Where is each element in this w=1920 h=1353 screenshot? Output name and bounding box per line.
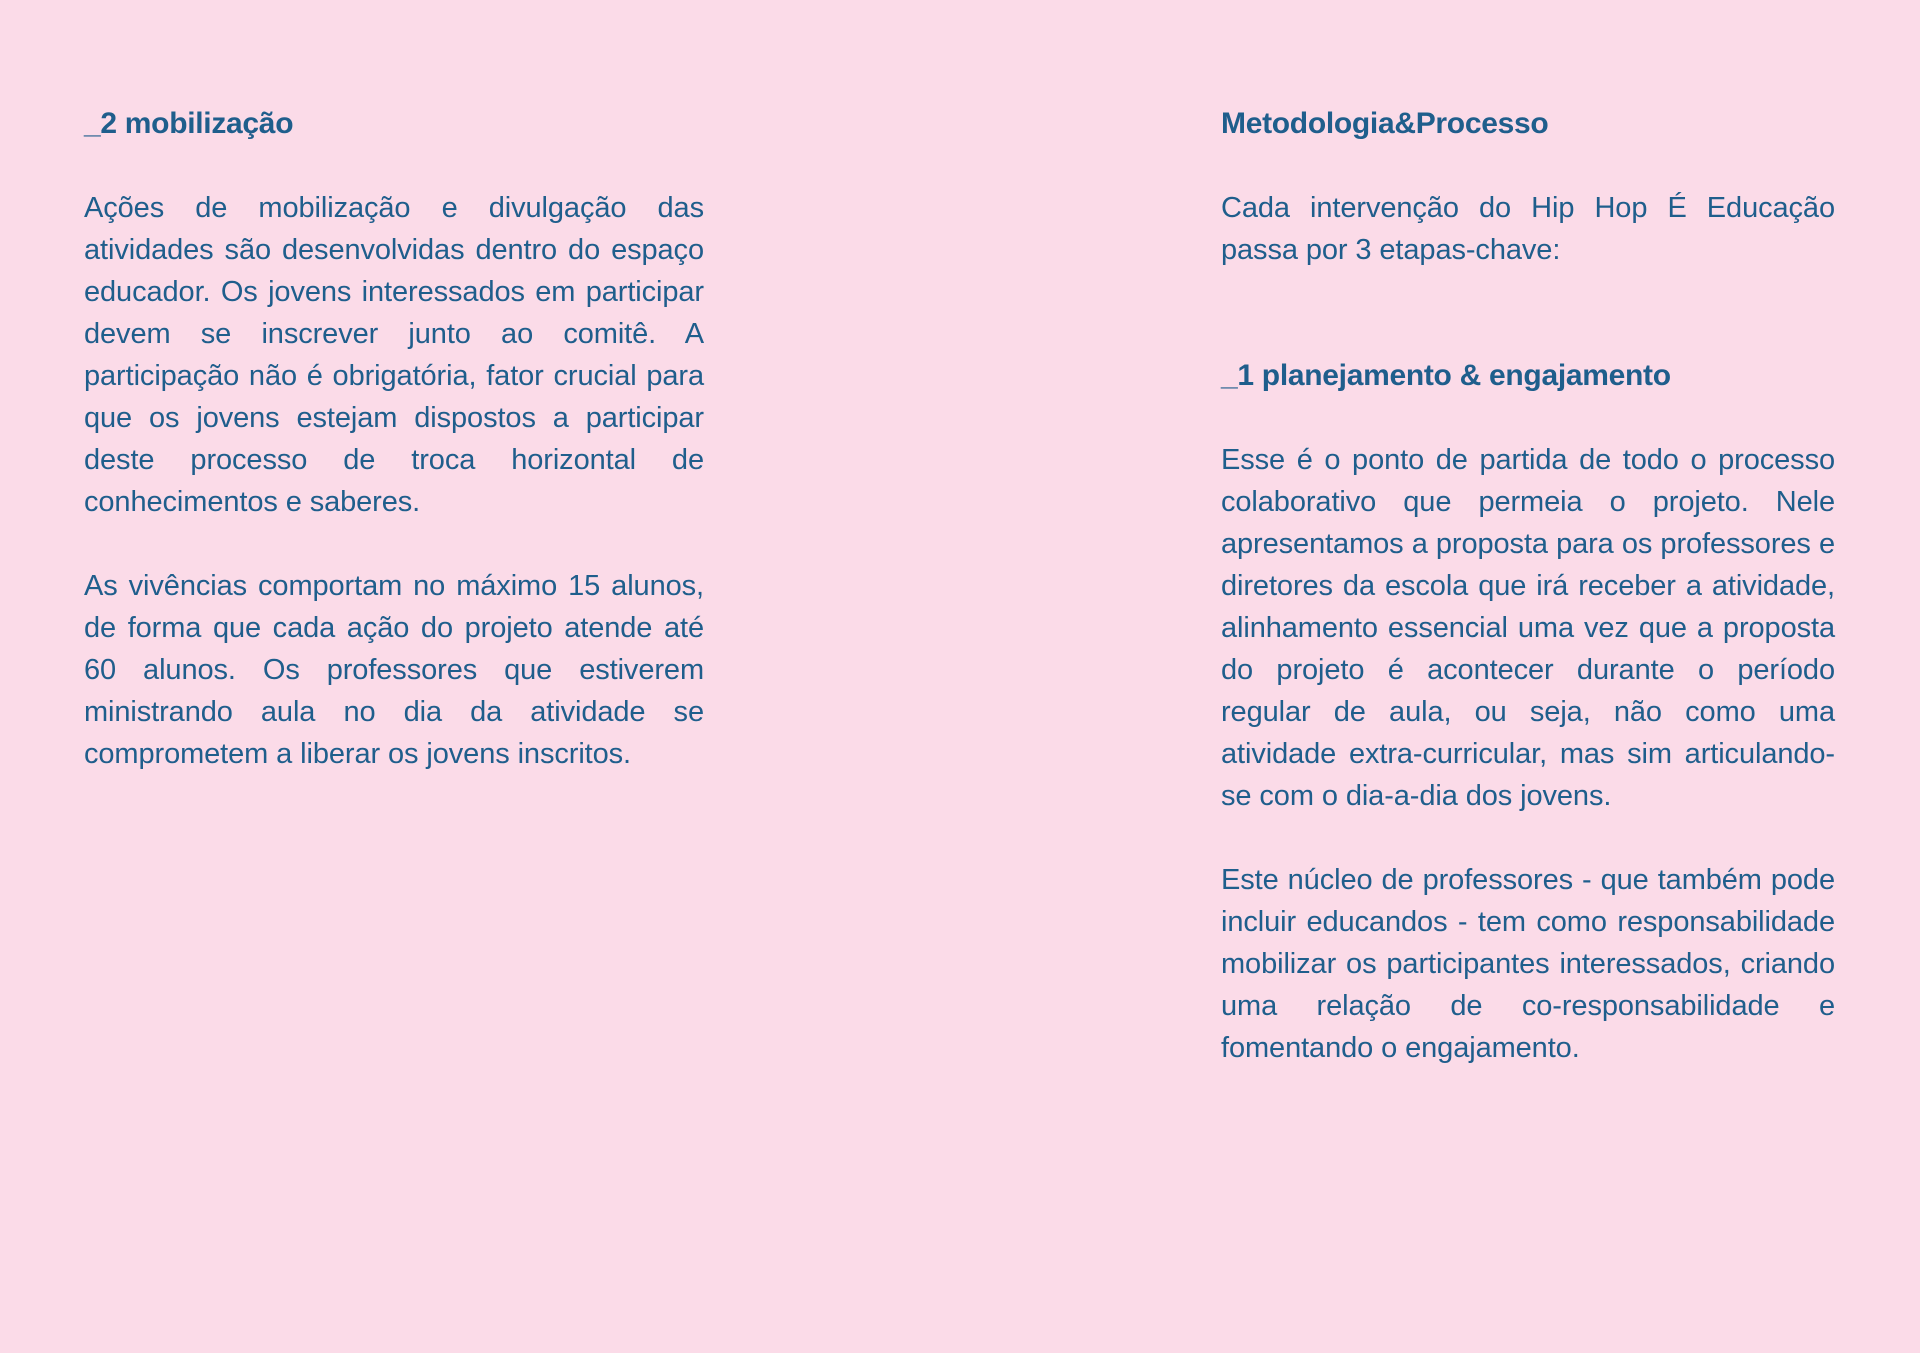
left-column xyxy=(84,103,704,775)
paragraph-mobilizacao-1: Ações de mobilização e divulgação das atividades são desenvolvidas dentro do espaço educador. Os jovens interessados em participar devem se inscrever junto ao comitê. A participação não é obrigatória, fator crucial para que os jovens estejam dispostos a participar deste processo de troca horizontal de conhecimentos e saberes. xyxy=(84,192,704,518)
paragraph-planejamento-1: Esse é o ponto de partida de todo o processo colaborativo que permeia o projeto. Nele apresentamos a proposta para os professores e diretores da escola que irá receber a atividade, alinhamento essencial uma vez que a proposta do projeto é acontecer durante o período regular de aula, ou seja, não como uma atividade extra-curricular, mas sim articulando-se com o dia-a-dia dos jovens. xyxy=(1221,444,1835,812)
right-column xyxy=(1221,103,1835,1069)
section-heading-metodologia: Metodologia&Processo xyxy=(1221,107,1549,140)
paragraph-planejamento-2: Este núcleo de professores - que também pode incluir educandos - tem como responsabilidade mobilizar os participantes interessados, criando uma relação de co-responsabilidade e fomentando o engajamento. xyxy=(1221,864,1835,1064)
paragraph-mobilizacao-2: As vivências comportam no máximo 15 alunos, de forma que cada ação do projeto atende até 60 alunos. Os professores que estiverem ministrando aula no dia da atividade se comprometem a liberar os jovens inscritos. xyxy=(84,570,704,770)
subheading-planejamento: _1 planejamento & engajamento xyxy=(1221,359,1671,392)
paragraph-intro: Cada intervenção do Hip Hop É Educação passa por 3 etapas-chave: xyxy=(1221,192,1835,266)
section-heading-mobilizacao: _2 mobilização xyxy=(84,107,294,140)
